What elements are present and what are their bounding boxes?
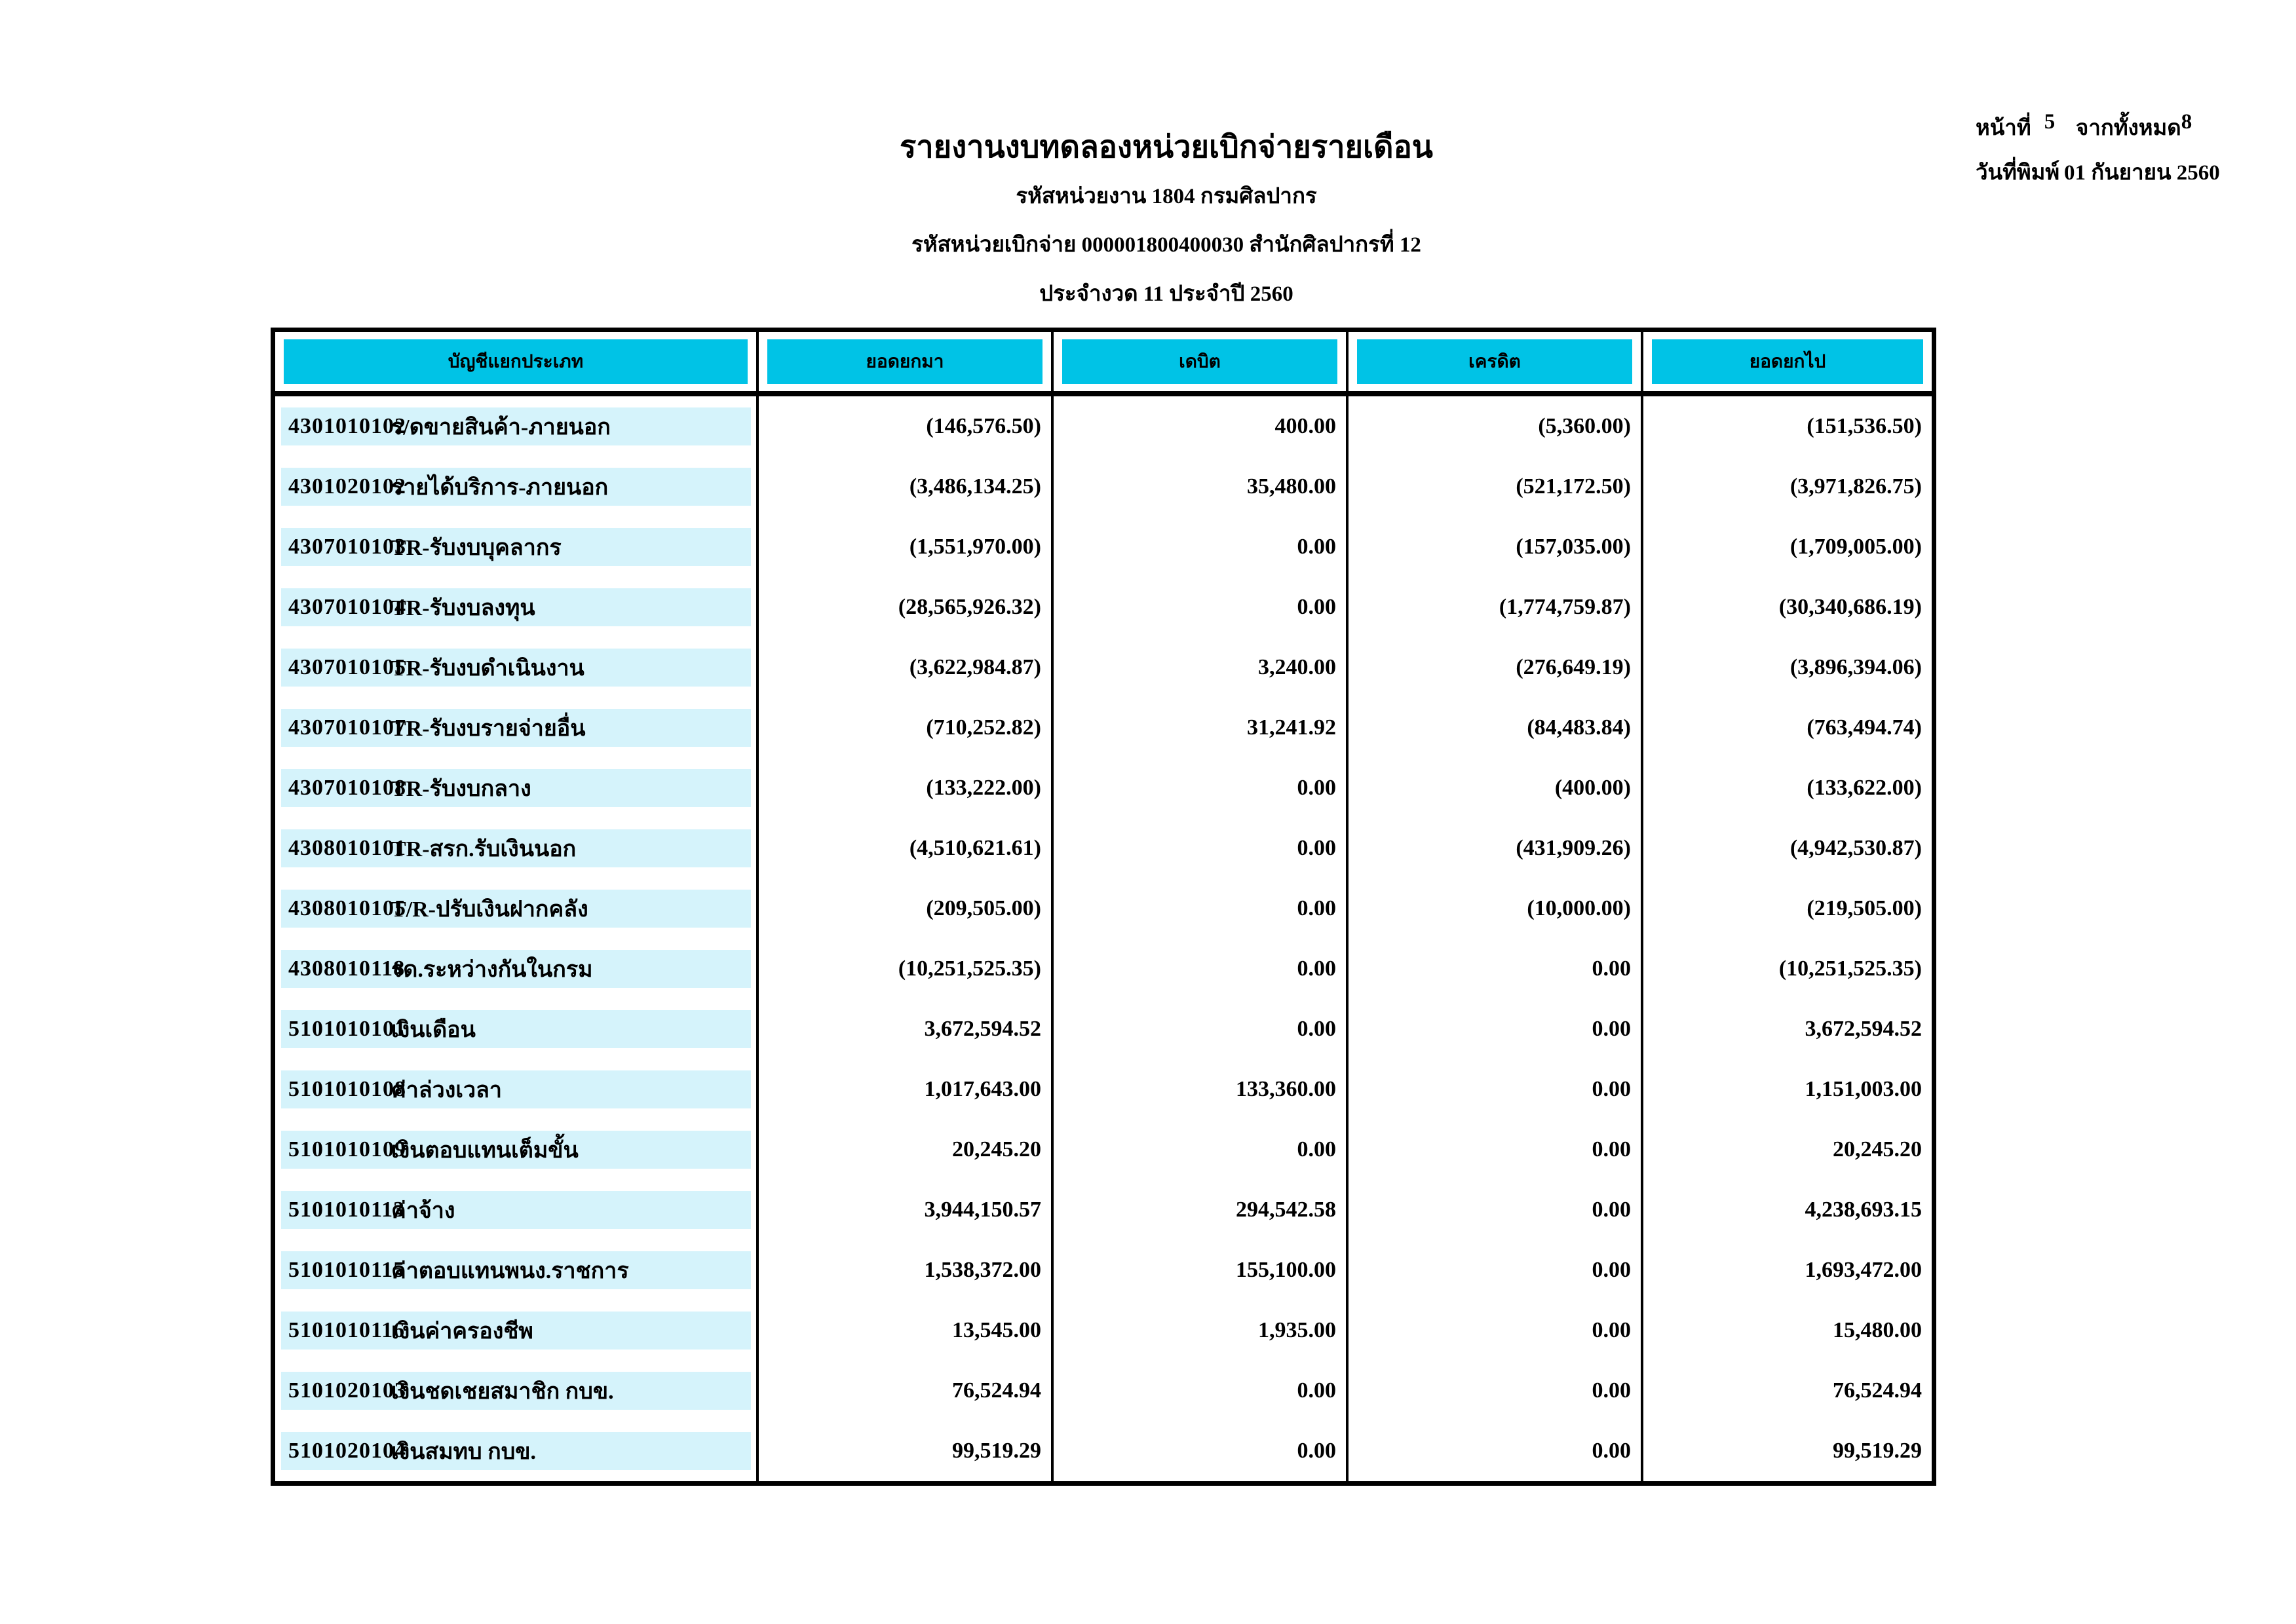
account-number: 5101010101: [288, 1017, 406, 1041]
column-header-cell: [759, 332, 1054, 391]
account-name: TR-รับงบกลาง: [391, 777, 531, 801]
table-row: [275, 878, 1932, 939]
credit-cell: (84,483.84): [1349, 698, 1643, 758]
table-row: [275, 758, 1932, 818]
closing-balance-cell: 4,238,693.15: [1805, 1198, 1922, 1222]
table-header-row: [275, 332, 1932, 396]
column-header-label: บัญชีแยกประเภท: [284, 339, 748, 384]
account-band: [281, 1251, 751, 1289]
account-band: [281, 1432, 751, 1470]
closing-balance-cell: 20,245.20: [1833, 1137, 1922, 1161]
account-band: [281, 407, 751, 445]
account-cell: [275, 818, 759, 878]
table-row: [275, 1361, 1932, 1421]
opening-balance-cell: (710,252.82): [759, 698, 1054, 758]
account-name: TR-รับงบดำเนินงาน: [391, 656, 584, 681]
opening-balance-cell: 1,017,643.00: [759, 1059, 1054, 1120]
table-row: [275, 698, 1932, 758]
account-band: [281, 769, 751, 807]
table-row: [275, 939, 1932, 999]
debit-cell: 0.00: [1054, 1421, 1349, 1481]
credit-cell: (276,649.19): [1349, 637, 1643, 698]
column-header-label: ยอดยกมา: [767, 339, 1043, 384]
account-cell: [275, 939, 759, 999]
table-row: [275, 637, 1932, 698]
debit-cell: 0.00: [1054, 517, 1349, 577]
report-title: รายงานงบทดลองหน่วยเบิกจ่ายรายเดือน: [900, 130, 1433, 164]
account-band: [281, 649, 751, 687]
credit-cell: 0.00: [1349, 999, 1643, 1059]
account-cell: [275, 577, 759, 637]
account-band: [281, 890, 751, 928]
account-number: 4308010105: [288, 896, 406, 920]
account-name: TR-รับงบรายจ่ายอื่น: [391, 717, 586, 741]
column-header-label: เครดิต: [1357, 339, 1632, 384]
account-name: รายได้บริการ-ภายนอก: [391, 476, 609, 500]
column-header-cell: [1054, 332, 1349, 391]
table-body: [275, 396, 1932, 1481]
table-row: [275, 1421, 1932, 1481]
debit-cell: 0.00: [1054, 577, 1349, 637]
period-line: ประจำงวด 11 ประจำปี 2560: [1039, 282, 1293, 306]
closing-balance-cell: (4,942,530.87): [1789, 836, 1922, 860]
closing-balance-cell: (10,251,525.35): [1778, 956, 1922, 981]
account-number: 4307010107: [288, 715, 406, 740]
account-number: 4301020102: [288, 474, 406, 499]
account-name: เงินเดือน: [391, 1018, 476, 1042]
opening-balance-cell: 99,519.29: [759, 1421, 1054, 1481]
debit-cell: 400.00: [1054, 396, 1349, 457]
opening-balance-cell: 76,524.94: [759, 1361, 1054, 1421]
closing-balance-cell: (763,494.74): [1807, 715, 1922, 740]
report-heading: [0, 0, 2296, 314]
closing-balance-cell: 99,519.29: [1833, 1439, 1922, 1463]
account-cell: [275, 637, 759, 698]
debit-cell: 0.00: [1054, 1120, 1349, 1180]
table-row: [275, 1059, 1932, 1120]
account-name: ร/ดขายสินค้า-ภายนอก: [391, 415, 611, 440]
account-band: [281, 528, 751, 566]
account-number: 5101020104: [288, 1439, 406, 1463]
credit-cell: 0.00: [1349, 1421, 1643, 1481]
print-date-label: วันที่พิมพ์: [1976, 161, 2060, 185]
closing-balance-cell: (30,340,686.19): [1778, 595, 1922, 619]
account-name: เงินสมทบ กบข.: [391, 1440, 537, 1464]
account-number: 4308010118: [288, 956, 406, 981]
credit-cell: 0.00: [1349, 1240, 1643, 1300]
closing-balance-cell: 3,672,594.52: [1805, 1017, 1922, 1041]
debit-cell: 0.00: [1054, 1361, 1349, 1421]
table-row: [275, 457, 1932, 517]
page-number-label: หน้าที่: [1976, 117, 2031, 140]
table-row: [275, 517, 1932, 577]
account-name: TR-รับงบบุคลากร: [391, 536, 562, 560]
account-name: ค่าจ้าง: [391, 1199, 455, 1223]
opening-balance-cell: (10,251,525.35): [759, 939, 1054, 999]
account-number: 5101020103: [288, 1378, 406, 1403]
account-cell: [275, 1059, 759, 1120]
debit-cell: 133,360.00: [1054, 1059, 1349, 1120]
account-name: ค่าล่วงเวลา: [391, 1078, 503, 1103]
account-cell: [275, 1361, 759, 1421]
account-cell: [275, 1421, 759, 1481]
account-number: 5101010115: [288, 1258, 406, 1282]
account-cell: [275, 396, 759, 457]
closing-balance-cell: 1,693,472.00: [1805, 1258, 1922, 1282]
table-row: [275, 818, 1932, 878]
credit-cell: 0.00: [1349, 1300, 1643, 1361]
account-cell: [275, 878, 759, 939]
opening-balance-cell: 3,944,150.57: [759, 1180, 1054, 1240]
debit-cell: 155,100.00: [1054, 1240, 1349, 1300]
account-number: 5101010108: [288, 1077, 406, 1101]
closing-balance-cell: 15,480.00: [1833, 1318, 1922, 1342]
column-header-cell: [1643, 332, 1932, 391]
account-cell: [275, 698, 759, 758]
account-name: T/R-ปรับเงินฝากคลัง: [391, 897, 588, 922]
credit-cell: 0.00: [1349, 1120, 1643, 1180]
account-band: [281, 1131, 751, 1169]
debit-cell: 3,240.00: [1054, 637, 1349, 698]
print-date-value: 01 กันยายน 2560: [2064, 161, 2220, 185]
account-cell: [275, 517, 759, 577]
column-header-cell: [1349, 332, 1643, 391]
account-band: [281, 1191, 751, 1229]
account-number: 4307010105: [288, 655, 406, 679]
opening-balance-cell: (28,565,926.32): [759, 577, 1054, 637]
opening-balance-cell: 1,538,372.00: [759, 1240, 1054, 1300]
table-row: [275, 396, 1932, 457]
debit-cell: 35,480.00: [1054, 457, 1349, 517]
opening-balance-cell: (133,222.00): [759, 758, 1054, 818]
column-header-label: เดบิต: [1062, 339, 1337, 384]
credit-cell: (157,035.00): [1349, 517, 1643, 577]
closing-balance-cell: 1,151,003.00: [1805, 1077, 1922, 1101]
account-number: 5101010109: [288, 1137, 406, 1161]
account-cell: [275, 999, 759, 1059]
opening-balance-cell: 3,672,594.52: [759, 999, 1054, 1059]
agency-code-line: รหัสหน่วยงาน 1804 กรมศิลปากร: [1016, 185, 1317, 208]
credit-cell: (1,774,759.87): [1349, 577, 1643, 637]
opening-balance-cell: (1,551,970.00): [759, 517, 1054, 577]
page-number-value: 5: [2044, 110, 2056, 134]
account-band: [281, 709, 751, 747]
table-row: [275, 1180, 1932, 1240]
account-number: 5101010116: [288, 1318, 406, 1342]
closing-balance-cell: (3,971,826.75): [1789, 474, 1922, 499]
account-band: [281, 468, 751, 506]
account-name: เงินค่าครองชีพ: [391, 1319, 533, 1344]
account-number: 5101010113: [288, 1198, 406, 1222]
debit-cell: 0.00: [1054, 999, 1349, 1059]
account-cell: [275, 1180, 759, 1240]
account-band: [281, 1070, 751, 1108]
closing-balance-cell: (1,709,005.00): [1789, 535, 1922, 559]
opening-balance-cell: (146,576.50): [759, 396, 1054, 457]
table-row: [275, 1240, 1932, 1300]
account-band: [281, 588, 751, 626]
debit-cell: 0.00: [1054, 758, 1349, 818]
account-name: ค่าตอบแทนพนง.ราชการ: [391, 1259, 629, 1283]
opening-balance-cell: (209,505.00): [759, 878, 1054, 939]
account-cell: [275, 758, 759, 818]
credit-cell: (5,360.00): [1349, 396, 1643, 457]
account-number: 4307010104: [288, 595, 406, 619]
total-pages-value: 8: [2181, 110, 2192, 134]
credit-cell: 0.00: [1349, 1180, 1643, 1240]
closing-balance-cell: (219,505.00): [1807, 896, 1922, 920]
opening-balance-cell: (4,510,621.61): [759, 818, 1054, 878]
closing-balance-cell: 76,524.94: [1833, 1378, 1922, 1403]
disbursement-unit-line: รหัสหน่วยเบิกจ่าย 000001800400030 สำนักศิลปากรที่ 12: [911, 233, 1421, 257]
closing-balance-cell: (151,536.50): [1807, 414, 1922, 438]
credit-cell: 0.00: [1349, 1361, 1643, 1421]
account-number: 4301010102: [288, 414, 406, 438]
debit-cell: 0.00: [1054, 939, 1349, 999]
column-header-label: ยอดยกไป: [1652, 339, 1923, 384]
account-band: [281, 1312, 751, 1350]
debit-cell: 294,542.58: [1054, 1180, 1349, 1240]
credit-cell: (521,172.50): [1349, 457, 1643, 517]
account-name: รด.ระหว่างกันในกรม: [391, 958, 593, 982]
account-band: [281, 1372, 751, 1410]
debit-cell: 0.00: [1054, 878, 1349, 939]
credit-cell: 0.00: [1349, 1059, 1643, 1120]
table-row: [275, 999, 1932, 1059]
account-name: TR-สรก.รับเงินนอก: [391, 837, 577, 861]
opening-balance-cell: (3,622,984.87): [759, 637, 1054, 698]
account-name: เงินชดเชยสมาชิก กบข.: [391, 1380, 614, 1404]
account-cell: [275, 1240, 759, 1300]
table-row: [275, 1120, 1932, 1180]
opening-balance-cell: 20,245.20: [759, 1120, 1054, 1180]
total-pages-label: จากทั้งหมด: [2076, 117, 2181, 140]
trial-balance-table: [271, 328, 1936, 1486]
closing-balance-cell: (133,622.00): [1807, 776, 1922, 800]
account-number: 4307010103: [288, 535, 406, 559]
credit-cell: 0.00: [1349, 939, 1643, 999]
account-cell: [275, 457, 759, 517]
debit-cell: 0.00: [1054, 818, 1349, 878]
closing-balance-cell: (3,896,394.06): [1789, 655, 1922, 679]
opening-balance-cell: 13,545.00: [759, 1300, 1054, 1361]
debit-cell: 1,935.00: [1054, 1300, 1349, 1361]
debit-cell: 31,241.92: [1054, 698, 1349, 758]
credit-cell: (431,909.26): [1349, 818, 1643, 878]
credit-cell: (400.00): [1349, 758, 1643, 818]
account-band: [281, 1010, 751, 1048]
opening-balance-cell: (3,486,134.25): [759, 457, 1054, 517]
column-header-cell: [275, 332, 759, 391]
account-cell: [275, 1120, 759, 1180]
account-name: TR-รับงบลงทุน: [391, 596, 535, 620]
account-cell: [275, 1300, 759, 1361]
account-name: เงินตอบแทนเต็มขั้น: [391, 1139, 579, 1163]
account-number: 4307010108: [288, 776, 406, 800]
account-number: 4308010101: [288, 836, 406, 860]
credit-cell: (10,000.00): [1349, 878, 1643, 939]
table-row: [275, 1300, 1932, 1361]
account-band: [281, 950, 751, 988]
account-band: [281, 829, 751, 867]
table-row: [275, 577, 1932, 637]
